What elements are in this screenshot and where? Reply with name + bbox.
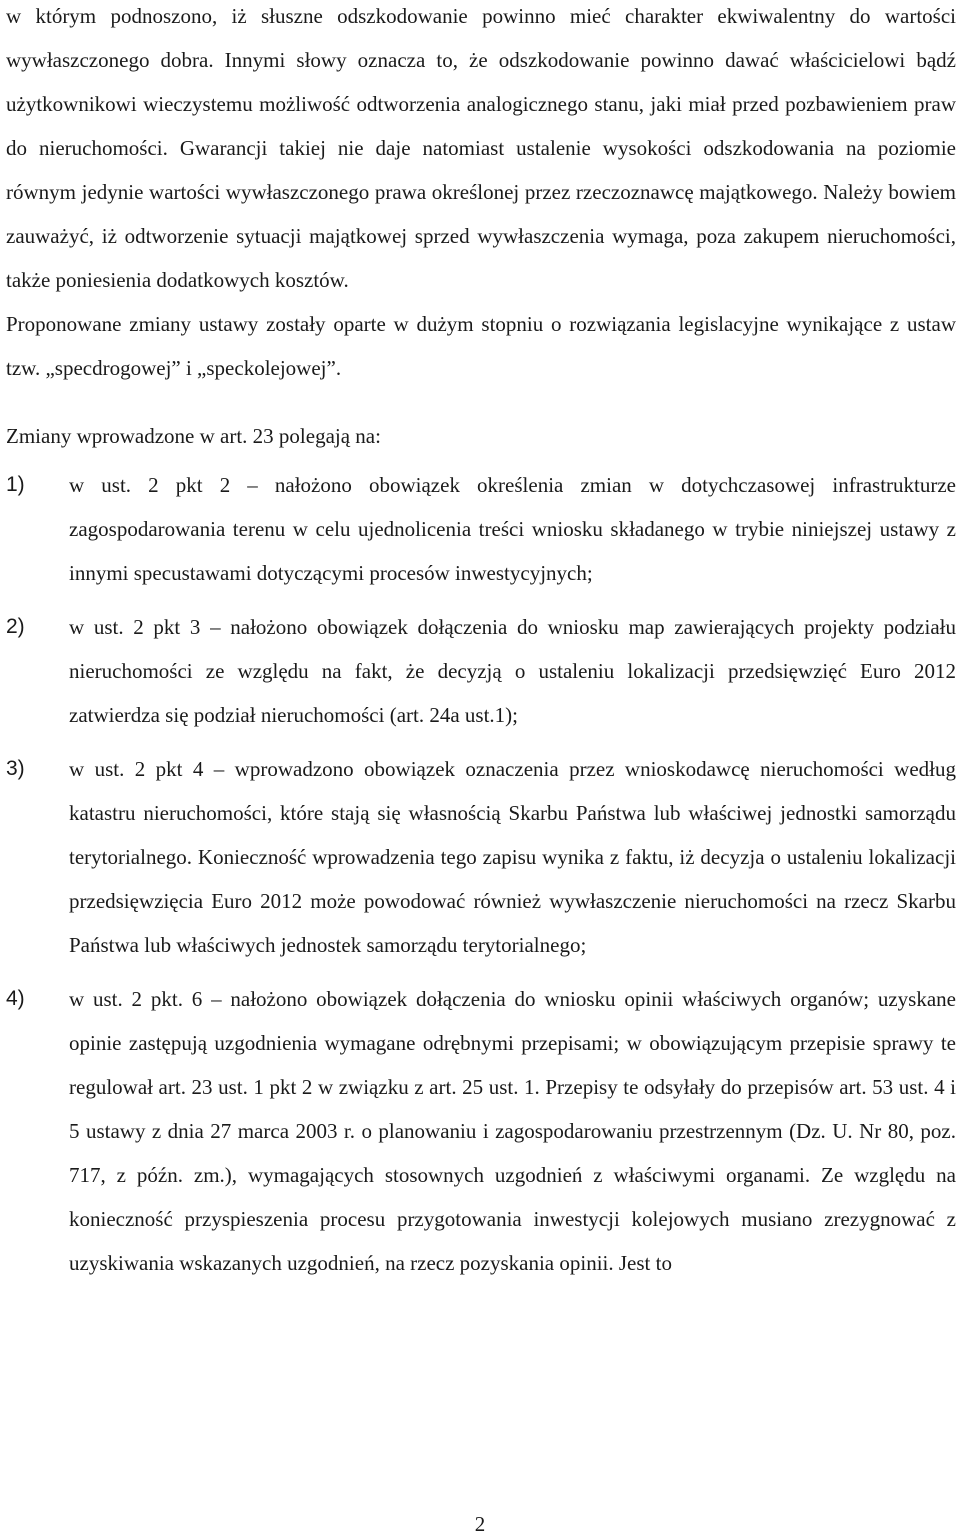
list-item-text: w ust. 2 pkt. 6 – nałożono obowiązek dołączenia do wniosku opinii właściwych organów; uzyskane opinie zastępują uzgodnienia wymagane odrębnymi przepisami; w obowiązującym przepisie sprawy te regulował art. 23 ust. 1 pkt 2 w związku z art. 25 ust. 1. Przepisy te odsyłały do przepisów art. 53 ust. 4 i 5 ustawy z dnia 27 marca 2003 r. o planowaniu i zagospodarowaniu przestrzennym (Dz. U. Nr 80, poz. 717, z późn. zm.), wymagających stosownych uzgodnień z właściwymi organami. Ze względu na konieczność przyspieszenia procesu przygotowania inwestycji kolejowych musiano zrezygnować z uzyskiwania wskazanych uzgodnień, na rzecz pozyskania opinii. Jest to (69, 987, 956, 1275)
list-item (6, 747, 956, 967)
list-item (6, 605, 956, 737)
list-item-text: w ust. 2 pkt 3 – nałożono obowiązek dołączenia do wniosku map zawierających projekty podziału nieruchomości ze względu na fakt, że decyzją o ustaleniu lokalizacji przedsięwzięć Euro 2012 zatwierdza się podział nieruchomości (art. 24a ust.1); (69, 615, 956, 727)
list-item-text: w ust. 2 pkt 2 – nałożono obowiązek określenia zmian w dotychczasowej infrastrukturze zagospodarowania terenu w celu ujednolicenia treści wniosku składanego w trybie niniejszej ustawy z innymi specustawami dotyczącymi procesów inwestycyjnych; (69, 473, 956, 585)
list-item-number: 1) (6, 473, 25, 496)
list-item-number: 4) (6, 987, 25, 1010)
list-item (6, 463, 956, 595)
list-heading: Zmiany wprowadzone w art. 23 polegają na: (6, 424, 381, 448)
paragraph-compensation: w którym podnoszono, iż słuszne odszkodowanie powinno mieć charakter ekwiwalentny do wartości wywłaszczonego dobra. Innymi słowy oznacza to, że odszkodowanie powinno dawać właścicielowi bądź użytkownikowi wieczystemu możliwość odtworzenia analogicznego stanu, jaki miał przed pozbawieniem praw do nieruchomości. Gwarancji takiej nie daje natomiast ustalenie wysokości odszkodowania na poziomie równym jedynie wartości wywłaszczonego prawa określonej przez rzeczoznawcę majątkowego. Należy bowiem zauważyć, iż odtworzenie sytuacji majątkowej sprzed wywłaszczenia wymaga, poza zakupem nieruchomości, także poniesienia dodatkowych kosztów. (6, 4, 956, 292)
paragraph-proposed-changes: Proponowane zmiany ustawy zostały oparte w dużym stopniu o rozwiązania legislacyjne wynikające z ustaw tzw. „specdrogowej” i „speckolejowej”. (6, 312, 956, 380)
document-page (6, 0, 956, 1295)
amendments-list (6, 463, 956, 1285)
list-item-number: 3) (6, 757, 25, 780)
list-item-text: w ust. 2 pkt 4 – wprowadzono obowiązek oznaczenia przez wnioskodawcę nieruchomości według katastru nieruchomości, które stają się własnością Skarbu Państwa lub właściwej jednostki samorządu terytorialnego. Konieczność wprowadzenia tego zapisu wynika z faktu, iż decyzja o ustaleniu lokalizacji przedsięwzięcia Euro 2012 może powodować również wywłaszczenie nieruchomości na rzecz Skarbu Państwa lub właściwych jednostek samorządu terytorialnego; (69, 757, 956, 957)
list-item (6, 977, 956, 1285)
page-number: 2 (474, 1512, 486, 1536)
list-item-number: 2) (6, 615, 25, 638)
